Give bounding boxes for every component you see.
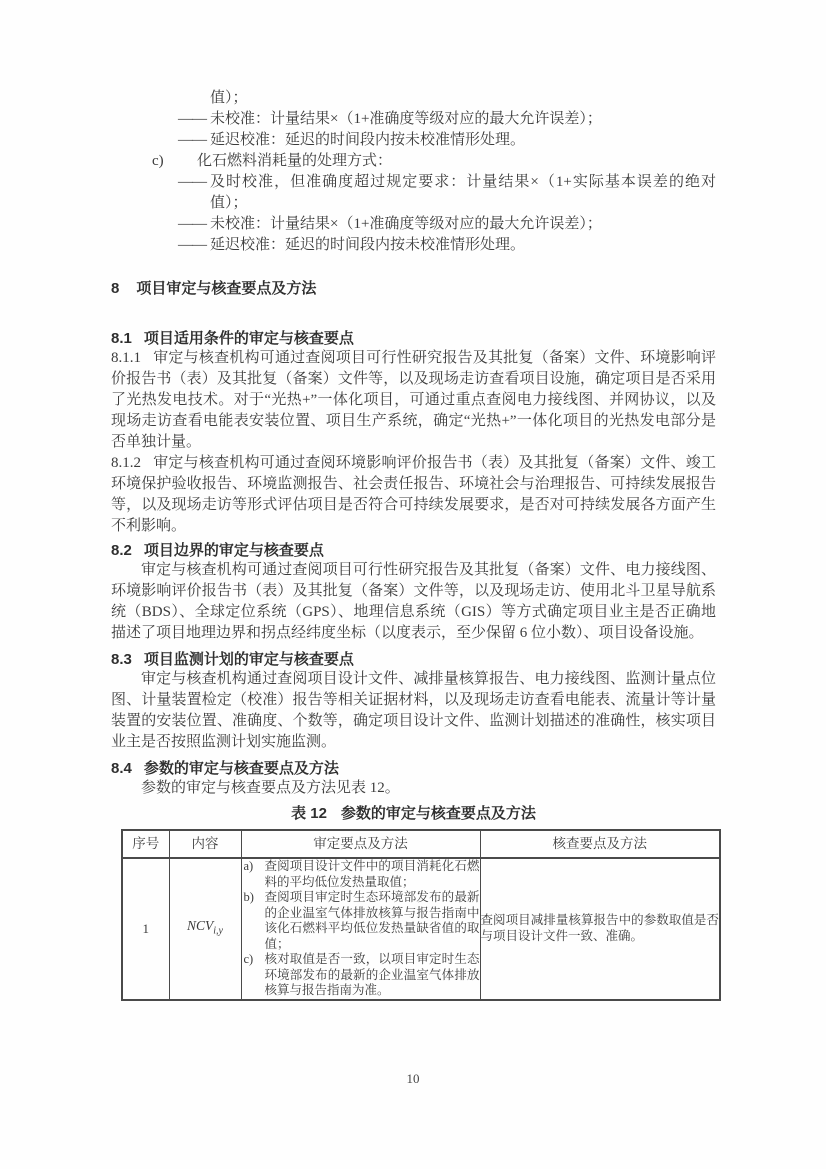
para-text: 审定与核查机构通过查阅项目设计文件、减排量核算报告、电力接线图、监测计量点位图、计量装置检定（校准）报告等相关证据材料，以及现场走访查看电能表、流量计等计量装置的安装位置、准确度、个数等，确定项目设计文件、监测计划描述的准确性，核实项目业主是否按照监测计划实施监测。 (111, 671, 716, 750)
calibration-list (111, 88, 716, 256)
parameter-review-table (121, 829, 721, 1001)
col-header-check: 核查要点及方法 (480, 830, 720, 858)
para-text: 审定与核查机构可通过查阅项目可行性研究报告及其批复（备案）文件、环境影响评价报告书（表）及其批复（备案）文件等，以及现场走访查看项目设施，确定项目是否采用了光热发电技术。对于“光热+”一体化项目，可通过重点查阅电力接线图、并网协议，以及现场走访查看电能表安装位置、项目生产系统，确定“光热+”一体化项目的光热发电部分是否单独计量。 (111, 350, 716, 450)
table-header-row (122, 830, 720, 858)
table-caption-title: 参数的审定与核查要点及方法 (340, 805, 536, 822)
section-number: 8.1 (111, 330, 132, 347)
verification-item-c (242, 952, 480, 999)
section-title: 参数的审定与核查要点及方法 (143, 760, 339, 777)
verification-item-a (242, 859, 480, 890)
list-item-text: 未校准：计量结果×（1+准确度等级对应的最大允许误差）； (210, 216, 602, 232)
para-8-4 (111, 778, 716, 799)
item-marker: a) (243, 859, 254, 873)
list-item-text: 及时校准，但准确度超过规定要求：计量结果×（1+实际基本误差的绝对值）； (210, 174, 716, 211)
table-caption (111, 804, 716, 823)
item-marker: b) (243, 890, 254, 904)
cell-check-methods (480, 858, 720, 1000)
item-text: 核对取值是否一致，以项目审定时生态环境部发布的最新的企业温室气体排放核算与报告指南为准。 (264, 952, 480, 997)
cell-verification-methods (241, 858, 480, 1000)
dash-marker: —— (178, 111, 206, 127)
list-continuation-line (111, 88, 716, 109)
parameter-formula (187, 918, 223, 937)
dash-marker: —— (178, 132, 206, 148)
item-text: 查阅项目设计文件中的项目消耗化石燃料的平均低位发热量取值； (264, 859, 480, 889)
list-item-text: 延迟校准：延迟的时间段内按未校准情形处理。 (210, 237, 526, 253)
dash-marker: —— (178, 174, 206, 190)
para-text: 审定与核查机构可通过查阅项目可行性研究报告及其批复（备案）文件、电力接线图、环境影响评价报告书（表）及其批复（备案）文件等，以及现场走访、使用北斗卫星导航系统（BDS）、全球定位系统（GPS）、地理信息系统（GIS）等方式确定项目业主是否正确地描述了项目地理边界和拐点经纬度坐标（以度表示，至少保留 6 位小数）、项目设备设施。 (111, 562, 716, 641)
section-title: 项目监测计划的审定与核查要点 (143, 651, 354, 668)
para-text: 参数的审定与核查要点及方法见表 12。 (141, 780, 400, 796)
chapter-heading (111, 279, 716, 298)
para-8-1-2 (111, 453, 716, 537)
section-title: 项目边界的审定与核查要点 (143, 542, 324, 559)
item-marker: c) (243, 952, 254, 966)
section-number: 8.4 (111, 760, 132, 777)
cell-row-index: 1 (122, 858, 169, 1000)
letter-marker: c) (152, 153, 164, 169)
para-number: 8.1.1 (111, 350, 141, 366)
para-8-3 (111, 669, 716, 753)
list-item-text: 化石燃料消耗量的处理方式： (197, 153, 393, 169)
section-title: 项目适用条件的审定与核查要点 (143, 330, 354, 347)
section-heading-8-1 (111, 329, 716, 348)
list-item (111, 172, 716, 214)
para-text: 审定与核查机构可通过查阅环境影响评价报告书（表）及其批复（备案）文件、竣工环境保护验收报告、环境监测报告、社会责任报告、环境社会与治理报告、可持续发展报告等，以及现场走访等形式评估项目是否符合可持续发展要求，是否对可持续发展各方面产生不利影响。 (111, 455, 716, 534)
chapter-number: 8 (111, 280, 120, 297)
section-heading-8-4 (111, 759, 716, 778)
parameter-subscript: i,y (213, 925, 223, 937)
list-item-c (111, 151, 716, 172)
page-number: 10 (406, 1071, 420, 1086)
section-heading-8-2 (111, 541, 716, 560)
table-caption-number: 表 12 (291, 805, 327, 822)
para-8-1-1 (111, 348, 716, 453)
check-text: 查阅项目减排量核算报告中的参数取值是否与项目设计文件一致、准确。 (480, 913, 719, 943)
page-content (111, 88, 719, 1001)
table-row (122, 858, 720, 1000)
section-number: 8.2 (111, 542, 132, 559)
col-header-verification: 审定要点及方法 (241, 830, 480, 858)
parameter-name: NCV (187, 918, 214, 934)
col-header-content: 内容 (169, 830, 241, 858)
list-item-text: 延迟校准：延迟的时间段内按未校准情形处理。 (210, 132, 526, 148)
section-heading-8-3 (111, 650, 716, 669)
list-item-text: 未校准：计量结果×（1+准确度等级对应的最大允许误差）； (210, 111, 602, 127)
para-number: 8.1.2 (111, 455, 141, 471)
section-number: 8.3 (111, 651, 132, 668)
verification-item-b (242, 890, 480, 952)
dash-marker: —— (178, 216, 206, 232)
dash-marker: —— (178, 237, 206, 253)
list-item (111, 109, 716, 130)
para-8-2 (111, 560, 716, 644)
col-header-index: 序号 (122, 830, 169, 858)
list-item (111, 130, 716, 151)
cell-parameter (169, 858, 241, 1000)
list-item (111, 235, 716, 256)
item-text: 查阅项目审定时生态环境部发布的最新的企业温室气体排放核算与报告指南中该化石燃料平均低位发热量缺省值的取值； (264, 890, 480, 951)
chapter-title: 项目审定与核查要点及方法 (136, 280, 317, 297)
list-continuation-text: 值）； (210, 90, 248, 106)
list-item (111, 214, 716, 235)
